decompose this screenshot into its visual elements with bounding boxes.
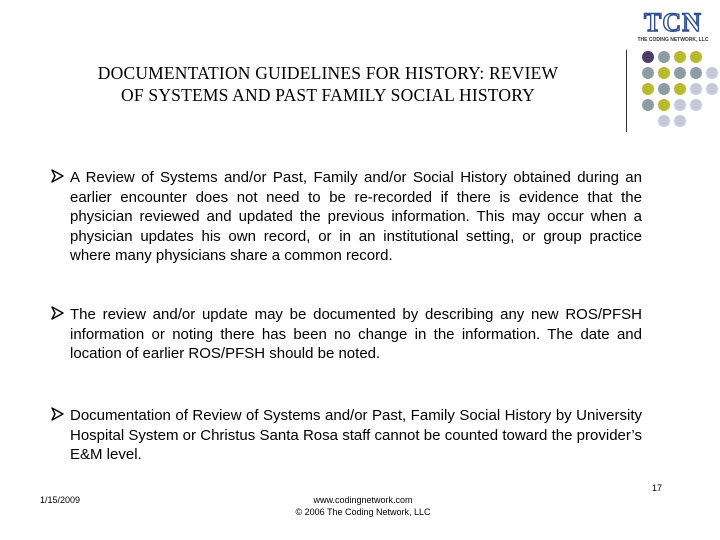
dot <box>658 51 670 63</box>
dot <box>674 83 686 95</box>
dot <box>706 83 718 95</box>
dot <box>690 67 702 79</box>
page-number: 17 <box>652 483 663 493</box>
title-line-2: OF SYSTEMS AND PAST FAMILY SOCIAL HISTORY <box>121 85 535 105</box>
dot <box>674 67 686 79</box>
dot <box>658 99 670 111</box>
dot <box>642 99 654 111</box>
dot <box>690 51 702 63</box>
bullet-item-update-documentation <box>50 305 642 364</box>
dot <box>690 83 702 95</box>
bullet-text: Documentation of Review of Systems and/or Past, Family Social History by University Hospital System or Christus Santa Rosa staff cannot be counted toward the provider’s E&M level. <box>70 407 642 463</box>
dot <box>642 51 654 63</box>
title-line-1: DOCUMENTATION GUIDELINES FOR HISTORY: REVIEW <box>97 63 559 83</box>
bullet-text: A Review of Systems and/or Past, Family and/or Social History obtained during an earlier encounter does not need to be re-recorded if there is evidence that the physician reviewed and updated the previous information. This may occur when a physician updates his own record, or in an institutional setting, or group practice where many physicians share a common record. <box>70 169 642 264</box>
dot <box>658 115 670 127</box>
slide-title <box>28 62 628 106</box>
bullet-item-prior-review <box>50 168 642 266</box>
arrow-bullet-icon <box>50 168 68 190</box>
tcn-logo <box>632 8 714 44</box>
footer-date: 1/15/2009 <box>40 495 81 505</box>
bullet-item-staff-restriction <box>50 406 642 465</box>
arrow-bullet-icon <box>50 406 68 428</box>
dot <box>642 67 654 79</box>
dot <box>706 67 718 79</box>
bullet-text: The review and/or update may be documented by describing any new ROS/PFSH information or noting there has been no change in the information. The date and location of earlier ROS/PFSH should be noted. <box>70 306 642 362</box>
dot <box>642 83 654 95</box>
footer-website: www.codingnetwork.com <box>313 495 413 505</box>
dot <box>674 115 686 127</box>
dot <box>690 99 702 111</box>
arrow-bullet-icon <box>50 305 68 327</box>
title-divider <box>626 50 627 132</box>
dot <box>658 83 670 95</box>
dot <box>658 67 670 79</box>
footer-copyright: © 2006 The Coding Network, LLC <box>295 507 431 517</box>
decorative-dot-grid <box>640 50 720 130</box>
footer-center <box>232 494 494 518</box>
dot <box>674 99 686 111</box>
logo-mark: TCN <box>644 8 702 37</box>
logo-tagline: THE CODING NETWORK, LLC <box>637 37 709 43</box>
dot <box>674 51 686 63</box>
